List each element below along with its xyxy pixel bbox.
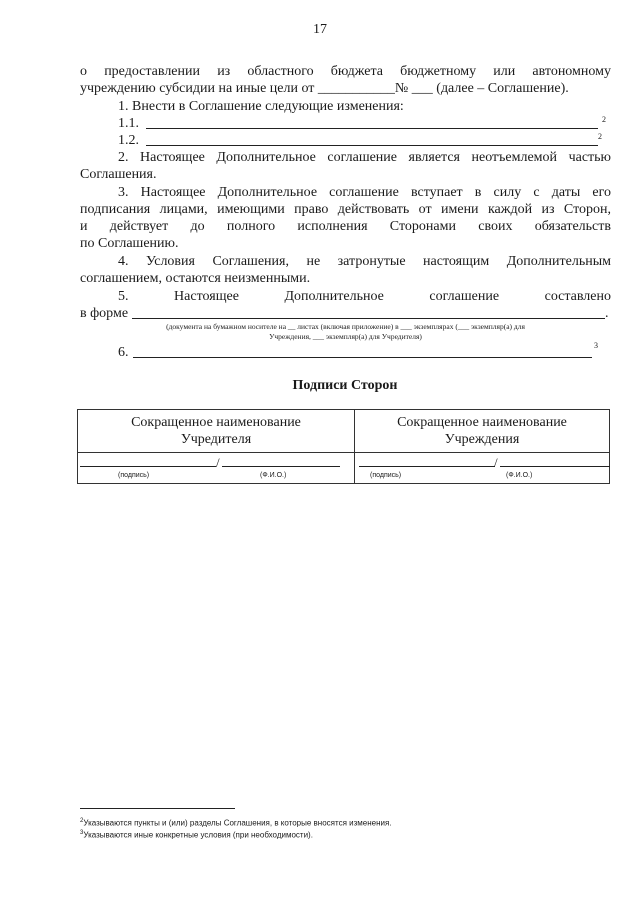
item-1-2-blank <box>146 145 598 146</box>
founder-header <box>78 414 354 448</box>
item-1-1-blank <box>146 128 598 129</box>
footnote-3 <box>80 830 313 840</box>
institution-fio-caption: (Ф.И.О.) <box>506 472 533 479</box>
founder-header-line-1: Сокращенное наименование <box>131 415 301 430</box>
item-3-line-3: и действует до полного исполнения Сторонами своих обязательств <box>80 219 611 234</box>
institution-header <box>355 414 609 448</box>
item-6-footnote-mark: 3 <box>594 341 598 350</box>
item-5-note-2: Учреждения, ___ экземпляр(а) для Учредителя) <box>269 332 422 341</box>
institution-signature-line <box>359 466 495 467</box>
signatures-title: Подписи Сторон <box>292 378 398 393</box>
item-3-line-2: подписания лицами, имеющими право действовать от имени каждой из Сторон, <box>80 202 611 217</box>
item-1-2-label: 1.2. <box>118 133 139 148</box>
institution-sign-caption: (подпись) <box>370 472 402 479</box>
intro-line-1: о предоставлении из областного бюджета бюджетному или автономному <box>80 64 611 79</box>
item-1-1-footnote-mark: 2 <box>602 115 606 124</box>
item-2-line-1: 2. Настоящее Дополнительное соглашение является неотъемлемой частью <box>118 150 611 165</box>
table-divider-horizontal <box>78 452 609 453</box>
item-5-note-1: (документа на бумажном носителе на __ листах (включая приложение) в ___ экземплярах (___ экземпляр(а) для <box>166 322 525 331</box>
item-4-line-1: 4. Условия Соглашения, не затронутые настоящим Дополнительным <box>118 254 611 269</box>
item-5-period: . <box>605 306 609 321</box>
item-5-form-blank <box>132 318 605 319</box>
institution-header-line-2: Учреждения <box>444 432 520 447</box>
footnote-2 <box>80 818 392 828</box>
footnote-3-number: 3 <box>80 830 84 836</box>
institution-header-line-1: Сокращенное наименование <box>397 415 567 430</box>
item-1: 1. Внести в Соглашение следующие изменения: <box>118 99 404 114</box>
signature-table <box>77 409 610 484</box>
founder-name-line <box>222 466 340 467</box>
item-6-blank <box>133 357 592 358</box>
item-5-line-2: в форме <box>80 306 129 321</box>
institution-name-line <box>500 466 610 467</box>
item-6-label: 6. <box>118 345 129 360</box>
founder-slash: / <box>216 455 220 470</box>
footnote-2-text: Указываются пункты и (или) разделы Соглашения, в которые вносятся изменения. <box>83 818 392 828</box>
item-3-line-1: 3. Настоящее Дополнительное соглашение вступает в силу с даты его <box>118 185 611 200</box>
footnote-2-number: 2 <box>80 818 84 824</box>
item-5-line-1: 5. Настоящее Дополнительное соглашение составлено <box>118 289 611 304</box>
founder-sign-caption: (подпись) <box>118 472 150 479</box>
founder-header-line-2: Учредителя <box>180 432 252 447</box>
item-3-line-4: по Соглашению. <box>80 236 179 251</box>
footnote-3-text: Указываются иные конкретные условия (при необходимости). <box>83 830 313 840</box>
item-1-2-footnote-mark: 2 <box>598 132 602 141</box>
founder-fio-caption: (Ф.И.О.) <box>260 472 287 479</box>
institution-slash: / <box>494 455 498 470</box>
intro-line-2: учреждению субсидии на иные цели от ___________№ ___ (далее – Соглашение). <box>80 81 569 96</box>
page-number: 17 <box>313 22 327 37</box>
item-2-line-2: Соглашения. <box>80 167 157 182</box>
item-1-1-label: 1.1. <box>118 116 139 131</box>
item-4-line-2: соглашением, остаются неизменными. <box>80 271 311 286</box>
footnote-separator <box>80 808 235 809</box>
founder-signature-line <box>80 466 216 467</box>
